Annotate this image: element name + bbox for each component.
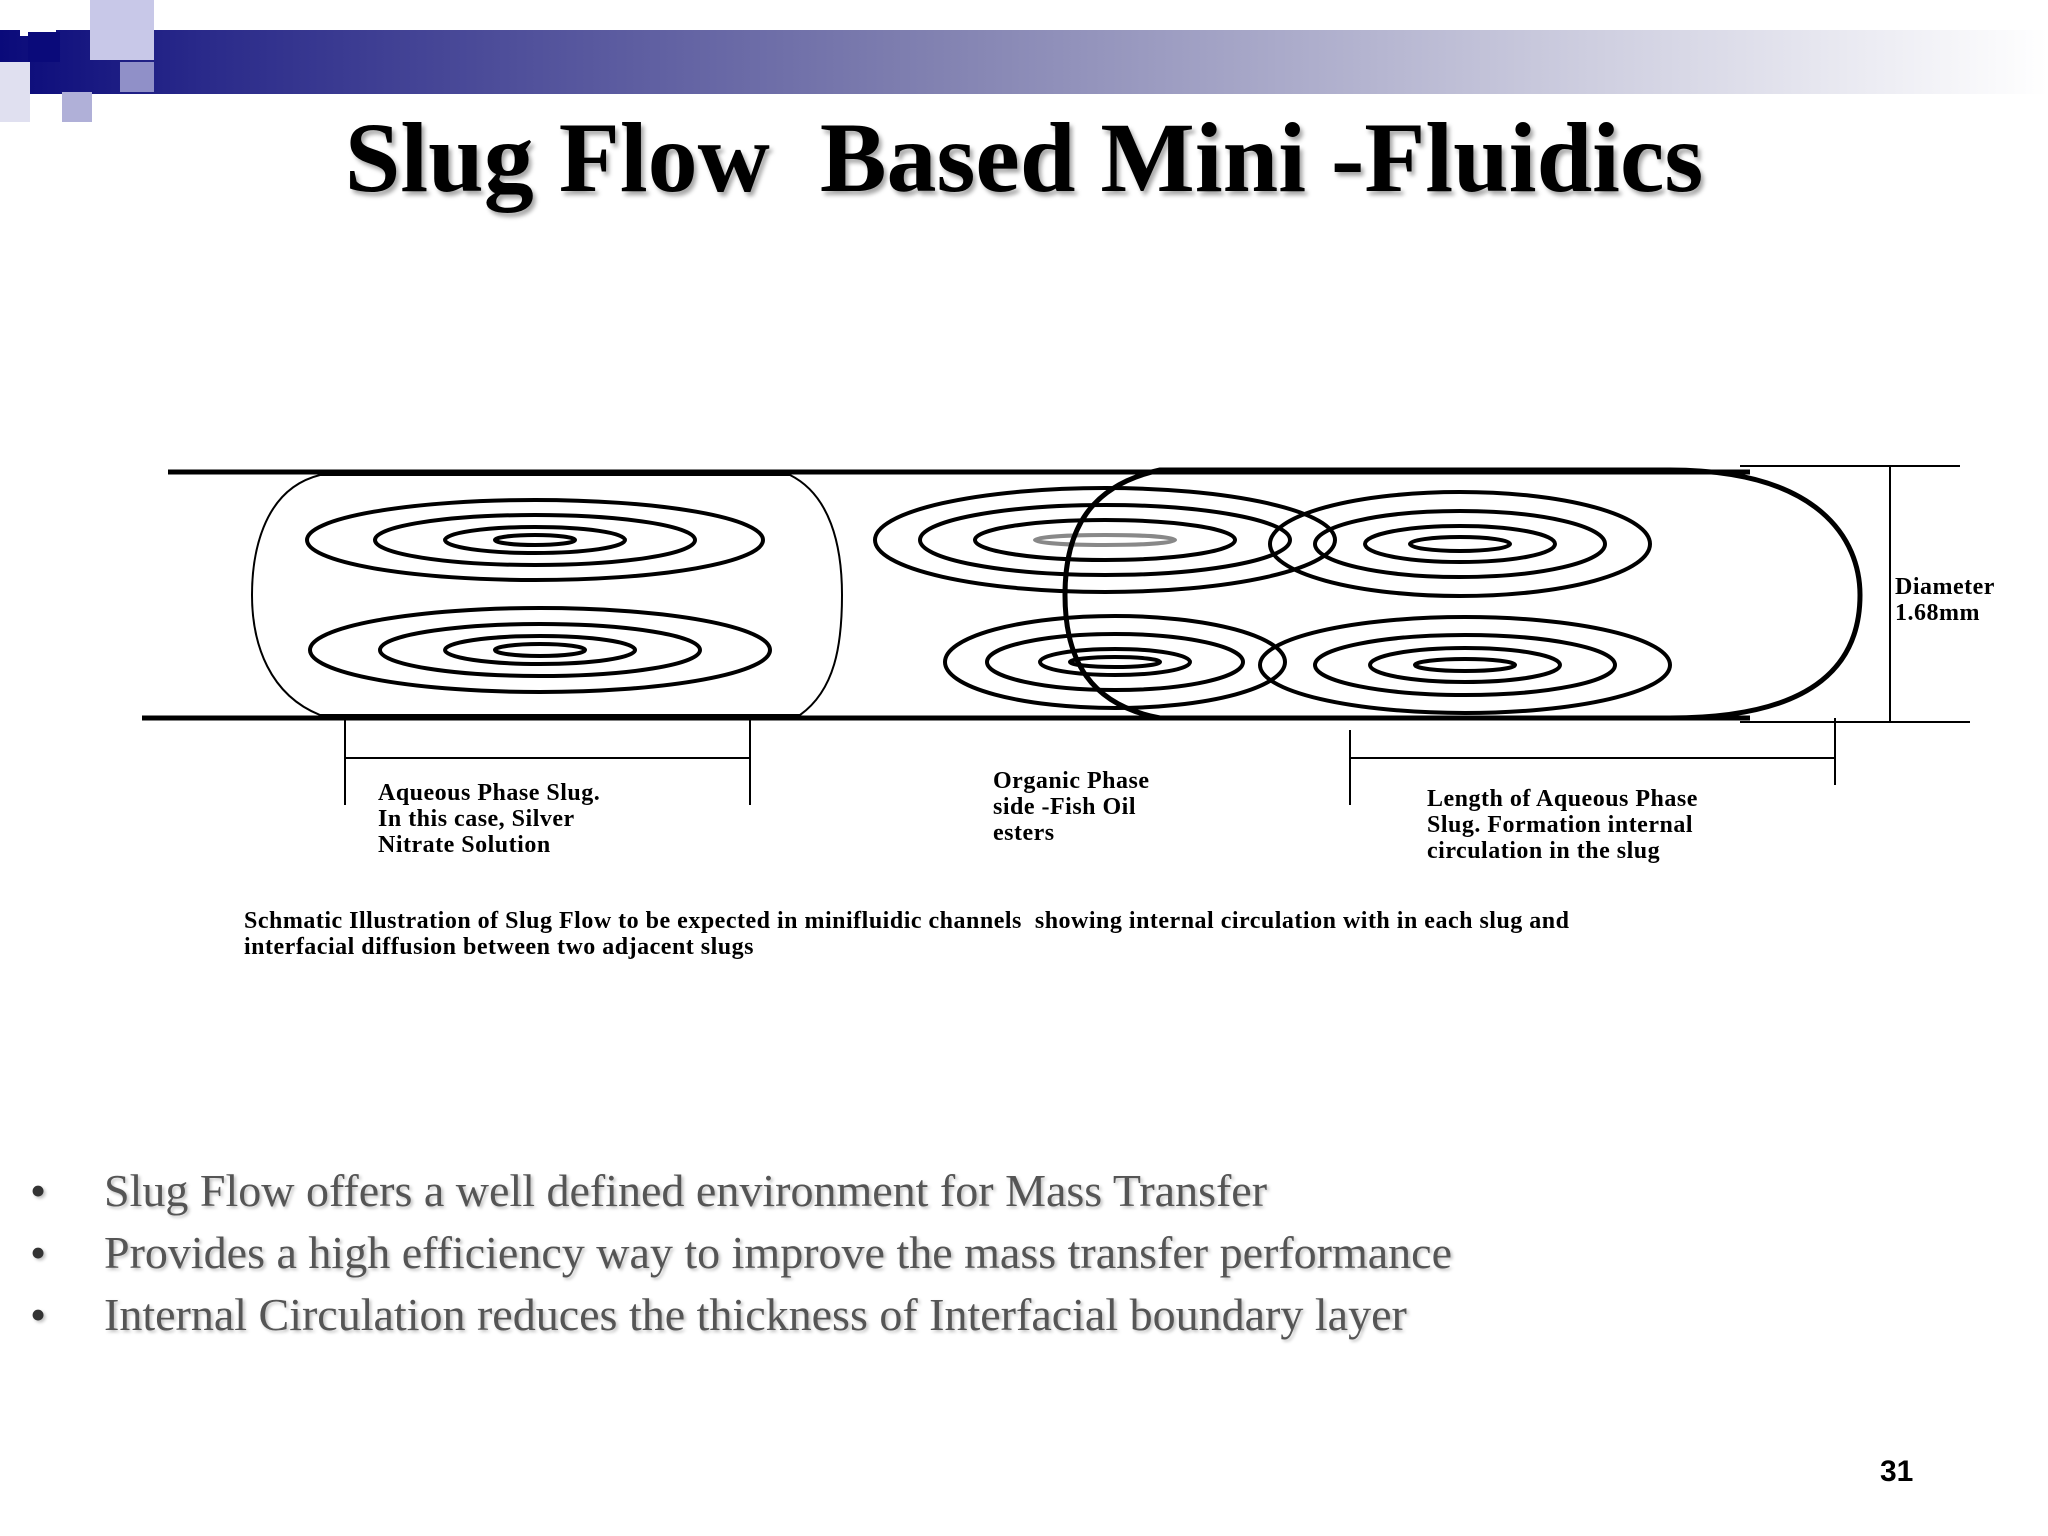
aqueous-slug-label: Aqueous Phase Slug. In this case, Silver Nitrate Solution (378, 780, 601, 858)
header-square-3 (90, 0, 154, 60)
slug1-lower-vortex (310, 608, 770, 692)
header-square-2 (28, 32, 60, 62)
diameter-label: Diameter 1.68mm (1895, 574, 1995, 626)
header-square-6 (120, 62, 154, 92)
bullet-text: Provides a high efficiency way to improve the mass transfer performance (104, 1227, 1453, 1278)
slide-title: Slug Flow Based Mini -Fluidics (344, 102, 1704, 213)
bullet-list (30, 1160, 1452, 1346)
aqueous-slug-left-boundary (252, 475, 842, 715)
slug-length-label: Length of Aqueous Phase Slug. Formation internal circulation in the slug (1427, 786, 1698, 864)
organic-phase-label: Organic Phase side -Fish Oil esters (993, 768, 1150, 846)
page-number: 31 (1880, 1455, 1914, 1488)
organic-upper-vortex (875, 488, 1335, 592)
bullet-item: • Provides a high efficiency way to improve the mass transfer performance (30, 1222, 1452, 1284)
bullet-item: • Internal Circulation reduces the thickness of Interfacial boundary layer (30, 1284, 1452, 1346)
diagram-caption: Schmatic Illustration of Slug Flow to be expected in minifluidic channels showing internal circulation with in each slug and interfacial diffusion between two adjacent slugs (244, 908, 1570, 960)
bullet-text: Internal Circulation reduces the thickness of Interfacial boundary layer (104, 1289, 1407, 1340)
slug3-upper-vortex (1270, 492, 1650, 596)
bullet-item: • Slug Flow offers a well defined environment for Mass Transfer (30, 1160, 1452, 1222)
header-gradient-band (0, 30, 2048, 94)
slug3-lower-vortex (1260, 617, 1670, 713)
organic-lower-vortex (945, 616, 1285, 708)
header-square-1 (20, 0, 56, 36)
bullet-text: Slug Flow offers a well defined environment for Mass Transfer (104, 1165, 1268, 1216)
slug1-upper-vortex (307, 500, 763, 580)
